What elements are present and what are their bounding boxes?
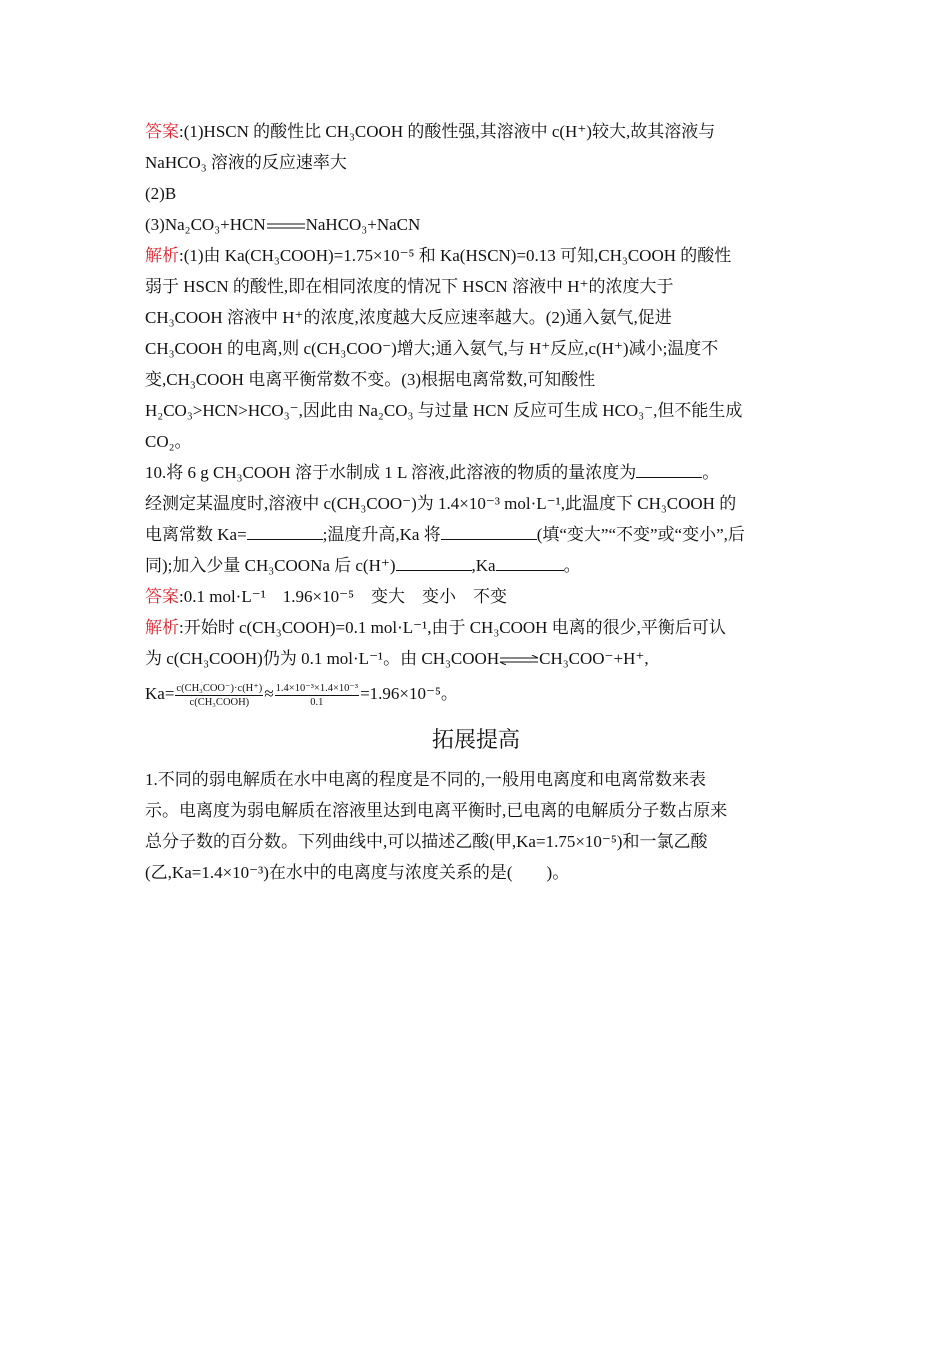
question-10-analysis-2 [145, 643, 807, 674]
answer-line-1 [145, 116, 807, 147]
fill-blank-ka-change[interactable] [496, 553, 564, 571]
analysis-label: 解析 [145, 618, 179, 637]
equation-reactants: (3)Na₂CO₃+HCN [145, 215, 266, 234]
equation-result: =1.96×10⁻⁵。 [360, 684, 458, 703]
question-10-line-2: 经测定某温度时,溶液中 c(CH₃COO⁻)为 1.4×10⁻³ mol·L⁻¹,此温度下 CH₃COOH 的 [145, 494, 737, 513]
question-10-text: ,Ka [471, 556, 496, 575]
question-1-line-1: 1.不同的弱电解质在水中电离的程度是不同的,一般用电离度和电离常数来表 [145, 770, 706, 789]
equation-products: NaHCO₃+NaCN [305, 215, 421, 234]
fraction-numerator: c(CH₃COO⁻)·c(H⁺) [176, 682, 263, 694]
analysis-text: CH₃COO⁻+H⁺, [539, 649, 649, 668]
fraction-values [275, 682, 359, 709]
question-10-text: 电离常数 Ka= [145, 525, 247, 544]
fraction-expression [175, 682, 263, 709]
answer-text: :0.1 mol·L⁻¹ 1.96×10⁻⁵ 变大 变小 不变 [179, 587, 508, 606]
analysis-text: 为 c(CH₃COOH)仍为 0.1 mol·L⁻¹。由 CH₃COOH [145, 649, 500, 668]
section-title: 拓展提高 [431, 728, 520, 753]
analysis-line-7: CO₂。 [145, 432, 192, 451]
question-1-line-3: 总分子数的百分数。下列曲线中,可以描述乙酸(甲,Ka=1.75×10⁻⁵)和一氯乙酸 [145, 832, 708, 851]
answer-line-2: NaHCO₃ 溶液的反应速率大 [145, 153, 347, 172]
question-10-answer [145, 581, 807, 612]
punctuation: 。 [702, 463, 720, 482]
question-1-line-2: 示。电离度为弱电解质在溶液里达到电离平衡时,已电离的电解质分子数占原来 [145, 801, 728, 820]
answer-line-3: (2)B [145, 184, 177, 203]
fill-blank-h-concentration[interactable] [396, 553, 472, 571]
question-10-text: (填“变大”“不变”或“变小”,后 [536, 525, 745, 544]
fill-blank-ka[interactable] [247, 522, 323, 540]
fraction-numerator: 1.4×10⁻³×1.4×10⁻³ [275, 682, 359, 694]
analysis-text: :(1)由 Ka(CH₃COOH)=1.75×10⁻⁵ 和 Ka(HSCN)=0.13 可知,CH₃COOH 的酸性 [179, 246, 732, 265]
analysis-text: :开始时 c(CH₃COOH)=0.1 mol·L⁻¹,由于 CH₃COOH 电离的很少,平衡后可认 [179, 618, 726, 637]
question-1-line-4: (乙,Ka=1.4×10⁻³)在水中的电离度与浓度关系的是( )。 [145, 863, 570, 882]
double-line-equals-icon [266, 221, 306, 231]
answer-text: :(1)HSCN 的酸性比 CH₃COOH 的酸性强,其溶液中 c(H⁺)较大,故其溶液与 [179, 122, 716, 141]
analysis-line-6: H₂CO₃>HCN>HCO₃⁻,因此由 Na₂CO₃ 与过量 HCN 反应可生成 HCO₃⁻,但不能生成 [145, 401, 743, 420]
analysis-line-2: 弱于 HSCN 的酸性,即在相同浓度的情况下 HSCN 溶液中 H⁺的浓度大于 [145, 277, 674, 296]
question-10-text: 同);加入少量 CH₃COONa 后 c(H⁺) [145, 556, 396, 575]
analysis-line-4: CH₃COOH 的电离,则 c(CH₃COO⁻)增大;通入氨气,与 H⁺反应,c(H⁺)减小;温度不 [145, 339, 719, 358]
reversible-arrow-icon [499, 655, 539, 665]
fill-blank-concentration[interactable] [636, 460, 702, 478]
question-10-line-1 [145, 457, 807, 488]
analysis-line-1 [145, 240, 807, 271]
fraction-denominator: c(CH₃COOH) [189, 696, 250, 708]
punctuation: 。 [563, 556, 581, 575]
fraction-denominator: 0.1 [310, 696, 324, 708]
question-10-line-3 [145, 519, 807, 550]
approx-sign: ≈ [264, 684, 274, 703]
answer-line-4 [145, 209, 807, 240]
question-10-line-4 [145, 550, 807, 581]
fill-blank-temperature[interactable] [441, 522, 537, 540]
analysis-label: 解析 [145, 246, 179, 265]
document-body [145, 116, 807, 888]
answer-label: 答案 [145, 122, 179, 141]
analysis-line-3: CH₃COOH 溶液中 H⁺的浓度,浓度越大反应速率越大。(2)通入氨气,促进 [145, 308, 672, 327]
question-10-analysis-1 [145, 612, 807, 643]
analysis-line-5: 变,CH₃COOH 电离平衡常数不变。(3)根据电离常数,可知酸性 [145, 370, 596, 389]
equation-prefix: Ka= [145, 684, 175, 703]
question-10-text: ;温度升高,Ka 将 [322, 525, 441, 544]
answer-label: 答案 [145, 587, 179, 606]
ka-equation [145, 674, 807, 714]
question-10-text: 10.将 6 g CH₃COOH 溶于水制成 1 L 溶液,此溶液的物质的量浓度为 [145, 463, 637, 482]
